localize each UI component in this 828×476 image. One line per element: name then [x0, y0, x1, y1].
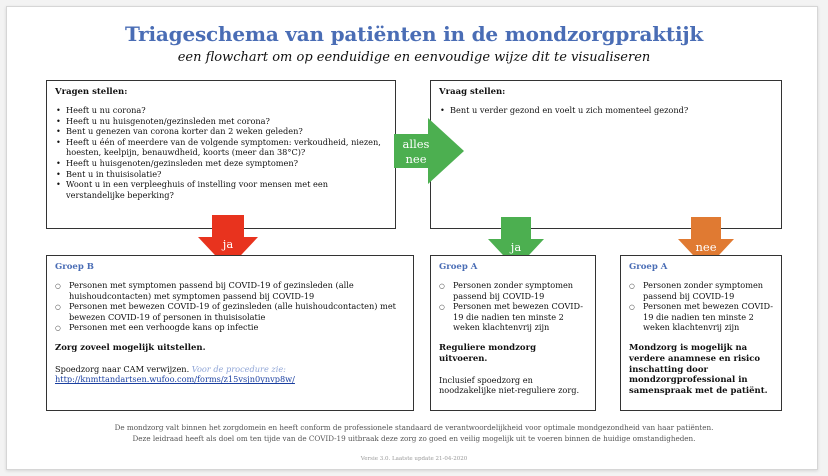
question-list: [439, 105, 773, 116]
list-item: ○ Personen met symptomen passend bij COVID-19 of gezinsleden (alle huishoudcontacten) met symptomen passend bij COVID-19: [55, 280, 405, 301]
group-a-right-heading: Groep A: [629, 262, 668, 272]
question-item: • Heeft u nu huisgenoten/gezinsleden met corona?: [55, 116, 387, 127]
alles-nee-label: [396, 137, 436, 167]
question-item: • Bent u verder gezond en voelt u zich momenteel gezond?: [439, 105, 773, 116]
list-item: ○ Personen zonder symptomen passend bij COVID-19: [439, 280, 587, 301]
group-a-middle-box: [430, 255, 596, 411]
list-item: ○ Personen met bewezen COVID-19 of gezinsleden (alle huishoudcontacten) met bewezen COVID-19 of personen in thuisisolatie: [55, 301, 405, 322]
group-a-middle-note: Inclusief spoedzorg en noodzakelijke niet-reguliere zorg.: [439, 374, 580, 396]
ja-left-label: ja: [222, 237, 234, 251]
list-item: ○ Personen met bewezen COVID-19 die nadien ten minste 2 weken klachtenvrij zijn: [629, 301, 773, 333]
alles-label: alles: [402, 137, 430, 151]
footer-line-1: De mondzorg valt binnen het zorgdomein en heeft conform de professionele standaard de verantwoordelijkheid voor optimale mondgezondheid van haar patiënten.: [114, 423, 714, 432]
nee-right-label: nee: [695, 240, 717, 254]
question-item: • Heeft u nu corona?: [55, 105, 387, 116]
procedure-text: Voor de procedure zie:: [191, 363, 286, 374]
list-item: ○ Personen zonder symptomen passend bij COVID-19: [629, 280, 773, 301]
group-b-heading: Groep B: [55, 262, 94, 272]
list-item: ○ Personen met een verhoogde kans op infectie: [55, 322, 405, 333]
nee-label: nee: [405, 152, 427, 166]
questions-list: [55, 105, 387, 200]
group-a-right-box: [620, 255, 782, 411]
page-subtitle: een flowchart om op eenduidige en eenvoudige wijze dit te visualiseren: [177, 50, 651, 65]
procedure-link[interactable]: http://knmttandartsen.wufoo.com/forms/z15vsjn0ynvp8w/: [55, 374, 295, 385]
questions-box: [46, 80, 396, 229]
group-b-referral-block: [55, 364, 405, 385]
group-b-box: [46, 255, 414, 411]
questions-heading: Vragen stellen:: [55, 87, 128, 97]
group-a-right-list: [629, 280, 773, 333]
question-item: • Woont u in een verpleeghuis of instelling voor mensen met een verstandelijke beperking?: [55, 179, 387, 200]
list-item: ○ Personen met bewezen COVID-19 die nadien ten minste 2 weken klachtenvrij zijn: [439, 301, 587, 333]
group-b-referral: Spoedzorg naar CAM verwijzen.: [55, 363, 190, 374]
question-item: • Bent u genezen van corona korter dan 2 weken geleden?: [55, 126, 387, 137]
question-item: • Bent u in thuisisolatie?: [55, 169, 387, 180]
version-text: Versie 3.0. Laatste update 21-04-2020: [360, 456, 468, 462]
ja-right-label: ja: [510, 240, 522, 254]
group-b-instruction: Zorg zoveel mogelijk uitstellen.: [55, 342, 206, 353]
footer-line-2: Deze leidraad heeft als doel om ten tijde van de COVID-19 uitbraak deze zorg zo goed en veilig mogelijk uit te voeren binnen de huidige omstandigheden.: [132, 434, 696, 443]
group-b-list: [55, 280, 405, 333]
group-a-middle-heading: Groep A: [439, 262, 478, 272]
page-title: Triageschema van patiënten in de mondzorgpraktijk: [124, 22, 704, 46]
group-a-middle-list: [439, 280, 587, 333]
question-heading: Vraag stellen:: [439, 87, 506, 97]
question-item: • Heeft u huisgenoten/gezinsleden met deze symptomen?: [55, 158, 387, 169]
question-box: [430, 80, 782, 229]
group-a-right-instruction: Mondzorg is mogelijk na verdere anamnese en risico inschatting door mondzorgprofessional in samenspraak met de patiënt.: [629, 342, 768, 397]
question-item: • Heeft u één of meerdere van de volgende symptomen: verkoudheid, niezen, hoesten, keelpijn, benauwdheid, koorts (meer dan 38°C)?: [55, 137, 387, 158]
group-a-middle-instruction: Reguliere mondzorg uitvoeren.: [439, 342, 537, 364]
